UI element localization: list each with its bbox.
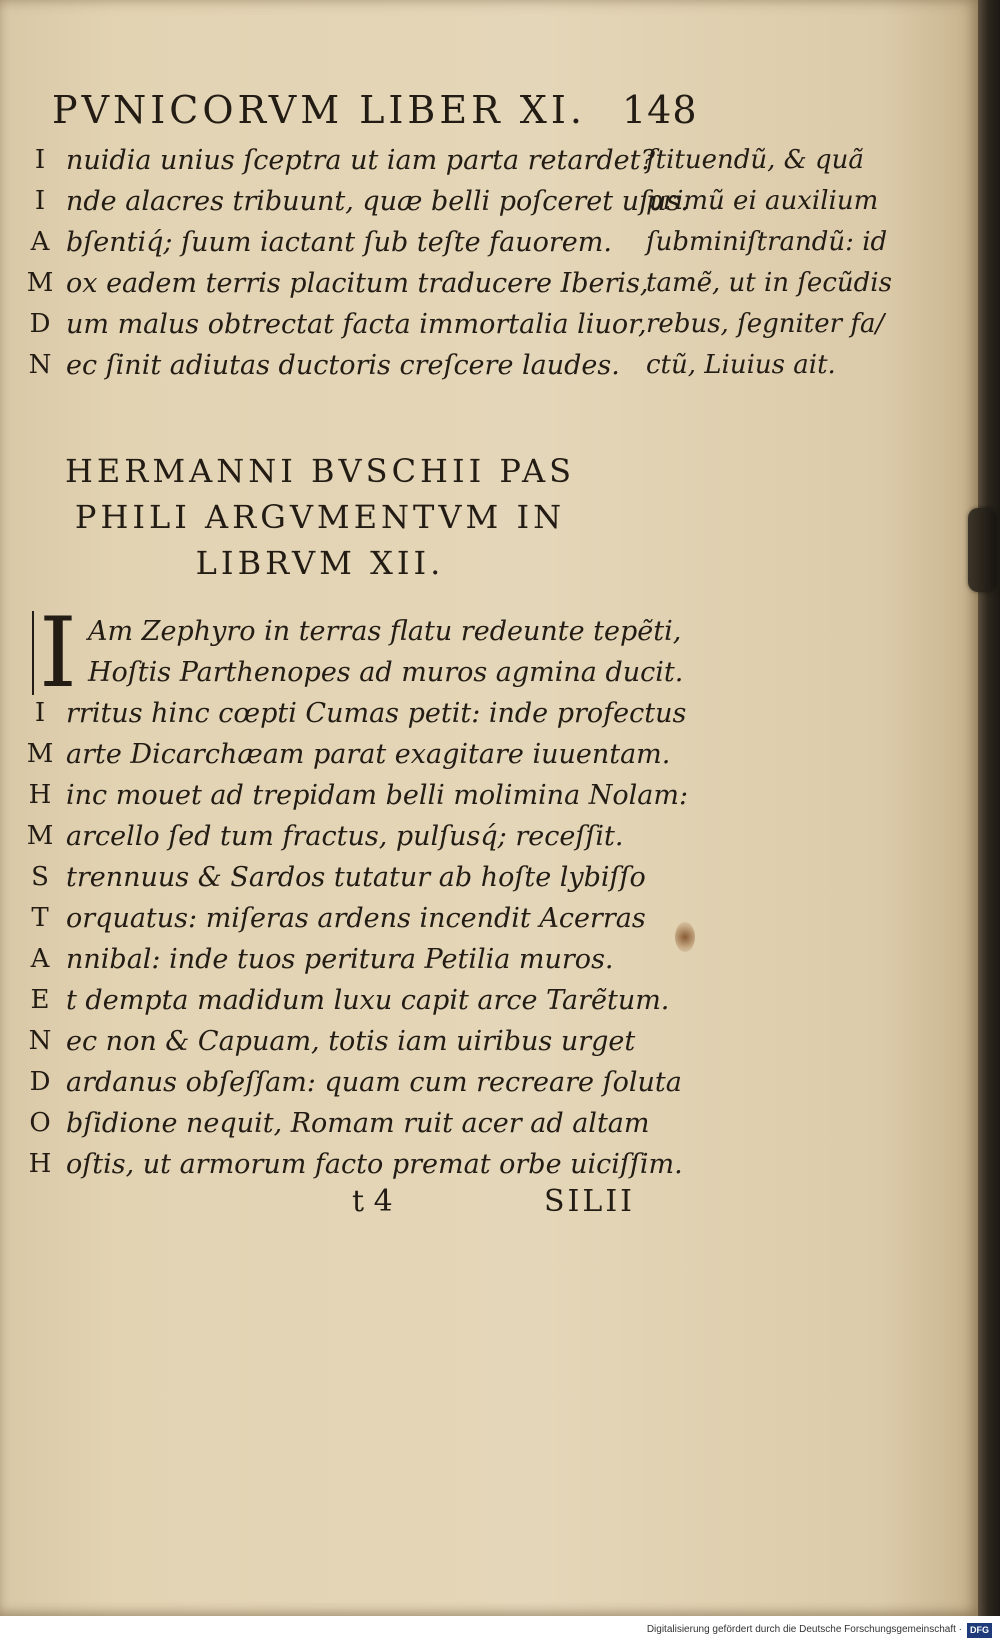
verse-initial: I (34, 145, 46, 175)
verse-line (22, 939, 642, 980)
verse-text: inc mouet ad trepidam belli molimina Nolam: (66, 780, 689, 811)
verse-line (22, 1103, 650, 1144)
verse-initial: N (28, 350, 52, 380)
argument-title-line: PHILI ARGVMENTVM IN (74, 498, 566, 536)
verse-text: ec non & Capuam, totis iam uiribus urget (66, 1026, 636, 1057)
verse-initial: E (30, 985, 50, 1015)
argument-title-line: LIBRVM XII. (195, 544, 445, 582)
verse-line (22, 816, 642, 857)
marginal-note-line: rebus, ſegniter fa/ (646, 309, 885, 339)
verse-line (22, 734, 671, 775)
digitization-credit (647, 1621, 992, 1639)
verse-text: nnibal: inde tuos peritura Petilia muros. (66, 944, 614, 975)
verse-initial: A (30, 227, 50, 257)
verse-block-top (22, 140, 689, 386)
verse-line (22, 1144, 683, 1185)
verse-initial: O (29, 1108, 51, 1138)
marginal-note-line: primũ ei auxilium (646, 186, 879, 216)
verse-initial: T (31, 903, 49, 933)
argument-title-line: HERMANNI BVSCHII PAS (64, 452, 576, 490)
verse-line (22, 693, 687, 734)
verse-line (22, 345, 632, 386)
credit-text: Digitalisierung gefördert durch die Deutsche Forschungsgemeinschaft · (646, 1624, 962, 1635)
verse-text: bſidione nequit, Romam ruit acer ad altam (66, 1108, 650, 1139)
verse-text: Am Zephyro in terras flatu redeunte tepẽti, (88, 616, 682, 647)
dfg-logo: DFG (967, 1623, 992, 1638)
marginal-note-line: tamẽ, ut in ſecũdis (646, 268, 892, 298)
verse-text: t dempta madidum luxu capit arce Tarẽtum. (66, 985, 670, 1016)
verse-line (22, 898, 646, 939)
paper-stain (675, 922, 695, 952)
page-footer (340, 1180, 660, 1224)
catchword: SILII (544, 1184, 636, 1219)
verse-initial: M (26, 268, 54, 298)
verse-initial: D (29, 309, 51, 339)
verse-initial: D (29, 1067, 51, 1097)
verse-text: ox eadem terris placitum traducere Iberis, (66, 268, 649, 299)
book-binding-edge (978, 0, 1000, 1616)
running-head (52, 88, 698, 132)
verse-text: ardanus obſeſſam: quam cum recreare ſoluta (66, 1067, 682, 1098)
verse-initial: S (31, 862, 49, 892)
drop-cap: I (32, 611, 82, 695)
signature-mark: t 4 (352, 1184, 393, 1219)
verse-text: ec ſinit adiutas ductoris creſcere laudes. (66, 350, 620, 381)
verse-initial: A (30, 944, 50, 974)
verse-line (22, 611, 682, 652)
verse-initial: N (28, 1026, 52, 1056)
verse-text: orquatus: miſeras ardens incendit Acerras (66, 903, 646, 934)
verse-initial: H (28, 1149, 52, 1179)
verse-line (22, 1062, 682, 1103)
verse-line (22, 181, 689, 222)
verse-line (22, 652, 684, 693)
verse-line (22, 304, 647, 345)
verse-text: bſentiq́; ſuum iactant ſub teſte fauorem. (66, 227, 612, 258)
verse-line (22, 857, 646, 898)
verse-line (22, 980, 670, 1021)
verse-initial: I (34, 698, 46, 728)
verse-text: nde alacres tribuunt, quæ belli poſceret uſus. (66, 186, 689, 217)
marginal-note-line: ctũ, Liuius ait. (646, 350, 836, 380)
verse-block-argument (22, 611, 689, 1185)
verse-initial: I (34, 186, 46, 216)
marginal-note (646, 140, 892, 386)
verse-text: oſtis, ut armorum facto premat orbe uiciſſim. (66, 1149, 683, 1180)
verse-text: Hoſtis Parthenopes ad muros agmina ducit. (88, 657, 684, 688)
verse-text: rritus hinc cœpti Cumas petit: inde profectus (66, 698, 687, 729)
verse-text: arcello ſed tum fractus, pulſusq́; receſſit. (66, 821, 624, 852)
verse-line (22, 1021, 642, 1062)
book-clasp (968, 508, 996, 592)
verse-text: trennuus & Sardos tutatur ab hoſte lybiſſo (66, 862, 646, 893)
verse-line (22, 775, 689, 816)
verse-line (22, 140, 655, 181)
argument-title (20, 448, 620, 586)
marginal-note-line: ſubminiſtrandũ: id (646, 227, 888, 257)
verse-line (22, 263, 649, 304)
verse-initial: H (28, 780, 52, 810)
verse-text: arte Dicarchæam parat exagitare iuuentam. (66, 739, 671, 770)
verse-text: um malus obtrectat facta immortalia liuor, (66, 309, 647, 340)
running-title: PVNICORVM LIBER XI. (52, 88, 586, 132)
marginal-note-line: ſtituendũ, & quã (646, 145, 864, 175)
verse-text: nuidia unius ſceptra ut iam parta retardet? (66, 145, 655, 176)
verse-initial: M (26, 821, 54, 851)
verse-initial: M (26, 739, 54, 769)
verse-line (22, 222, 632, 263)
folio-number: 148 (622, 88, 698, 132)
